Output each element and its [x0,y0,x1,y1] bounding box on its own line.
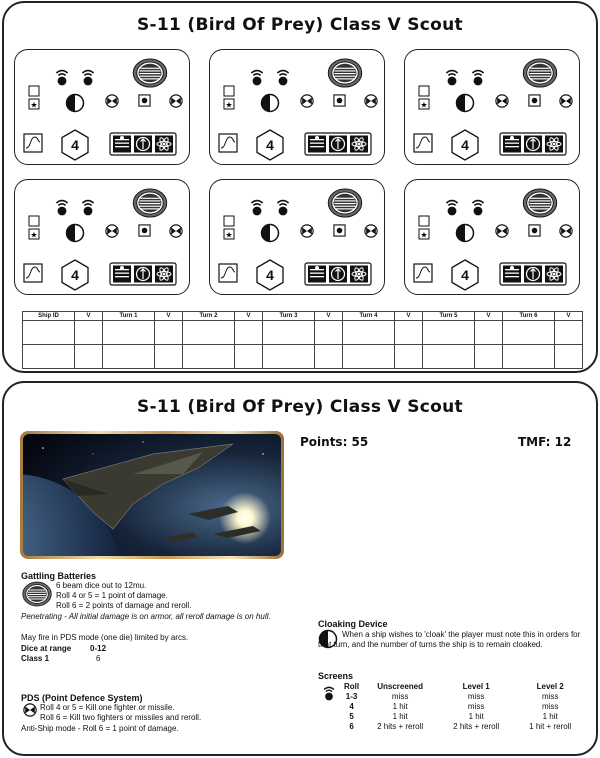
table-header-cell: Turn 6 [503,312,555,321]
table-cell[interactable] [343,321,395,345]
turn-tracking-table [22,311,583,369]
screens-cell: 1-3 [345,691,358,701]
gattling-icon [22,581,52,607]
table-cell[interactable] [423,345,475,369]
table-cell[interactable] [503,345,555,369]
gattling-pds-mode: May fire in PDS mode (one die) limited by arcs. [21,633,189,642]
thrust-value: 4 [266,267,274,283]
pds-icon [496,225,508,237]
shield-icon [328,189,362,217]
screen-icon [322,685,336,701]
pds-icon [560,95,572,107]
table-row [23,345,583,369]
screens-title: Screens [318,671,354,681]
pds-icon [301,95,313,107]
screens-cell: 1 hit + reroll [529,721,572,731]
table-cell[interactable] [23,345,75,369]
half-circle-icon [457,95,474,112]
table-cell[interactable] [503,321,555,345]
ship-card-4 [14,179,190,295]
reference-title: S-11 (Bird Of Prey) Class V Scout [137,397,463,417]
screen-icon [251,71,262,86]
pds-icon [560,225,572,237]
screen-icon [277,71,288,86]
half-circle-icon [457,225,474,242]
points-value: Points: 55 [300,435,369,449]
screen-icon [56,71,67,86]
screens-header-cell: Level 2 [536,681,564,691]
table-cell[interactable] [395,345,423,369]
table-header-cell: Turn 5 [423,312,475,321]
ship-image [20,431,284,559]
damage-box-icon [334,95,345,106]
pds-icon [106,95,118,107]
half-circle-icon [262,95,279,112]
table-cell[interactable] [555,345,583,369]
screens-cell: 1 hit [392,711,408,721]
pds-icon [496,95,508,107]
damage-box-icon [29,86,39,96]
table-cell[interactable] [423,321,475,345]
cloak-text: When a ship wishes to 'cloak' the player must note this in orders for that turn, and the number of turns the ship is to remain cloaked. [318,630,581,649]
ship-card-2 [209,49,385,165]
thrust-value: 4 [71,267,79,283]
ship-card-1 [14,49,190,165]
screens-cell: 1 hit [542,711,558,721]
table-cell[interactable] [183,321,235,345]
screen-icon [446,71,457,86]
sheet-title: S-11 (Bird Of Prey) Class V Scout [137,15,463,35]
table-header-cell: V [395,312,423,321]
table-header-cell: Turn 1 [103,312,155,321]
table-header-cell: Ship ID [23,312,75,321]
pds-title: PDS (Point Defence System) [21,693,143,703]
table-cell[interactable] [183,345,235,369]
pds-line-1: Roll 4 or 5 = Kill one fighter or missile. [40,703,175,712]
table-cell[interactable] [475,321,503,345]
range-label: Dice at range [21,644,72,653]
damage-box-icon [139,225,150,236]
screens-header-cell: Level 1 [462,681,490,691]
screens-cell: 6 [349,721,354,731]
pds-line-3: Anti-Ship mode - Roll 6 = 1 point of damage. [21,724,179,733]
table-header-cell: V [75,312,103,321]
screen-icon [472,71,483,86]
table-cell[interactable] [315,345,343,369]
pds-icon [106,225,118,237]
screens-cell: miss [541,701,559,711]
table-row [340,701,575,711]
table-cell[interactable] [75,321,103,345]
thrust-value: 4 [461,267,469,283]
damage-box-icon [224,86,234,96]
wave-icon [219,134,237,152]
screens-header-row [340,681,575,691]
table-cell[interactable] [343,345,395,369]
table-cell[interactable] [263,345,315,369]
damage-box-icon [419,216,429,226]
screen-icon [82,201,93,216]
class-value: 6 [96,654,101,663]
screens-table [340,681,575,731]
table-cell[interactable] [475,345,503,369]
table-header-row [23,312,583,321]
table-cell[interactable] [103,321,155,345]
shield-icon [133,189,167,217]
svg-text:★: ★ [225,100,233,110]
screens-cell: miss [391,691,409,701]
shield-icon [328,59,362,87]
screens-cell: 4 [349,701,354,711]
table-cell[interactable] [263,321,315,345]
svg-text:★: ★ [30,100,38,110]
screens-cell: miss [467,701,485,711]
table-row [23,321,583,345]
screens-cell: 2 hits + reroll [453,721,500,731]
table-header-cell: Turn 2 [183,312,235,321]
pds-icon [301,225,313,237]
table-header-cell: Turn 4 [343,312,395,321]
ship-record-sheet [2,1,598,373]
gattling-line-3: Roll 6 = 2 points of damage and reroll. [56,601,192,610]
shield-icon [523,189,557,217]
tmf-value: TMF: 12 [518,435,572,449]
damage-box-icon [334,225,345,236]
pds-icon [365,95,377,107]
screen-icon [472,201,483,216]
screens-cell: 1 hit [468,711,484,721]
screens-cell: 1 hit [392,701,408,711]
table-cell[interactable] [235,345,263,369]
table-header-cell: V [555,312,583,321]
half-circle-icon [67,95,84,112]
table-header-cell: V [315,312,343,321]
pds-icon [170,95,182,107]
damage-box-icon [419,86,429,96]
svg-text:★: ★ [30,230,38,240]
table-cell[interactable] [155,321,183,345]
screen-icon [82,71,93,86]
table-cell[interactable] [103,345,155,369]
wave-icon [414,264,432,282]
damage-box-icon [224,216,234,226]
pds-icon [170,225,182,237]
screens-cell: miss [541,691,559,701]
bird-of-prey-illustration [23,434,281,556]
gattling-line-2: Roll 4 or 5 = 1 point of damage. [56,591,168,600]
class-label: Class 1 [21,654,50,663]
screen-icon [251,201,262,216]
table-row [340,691,575,701]
screens-header-cell: Roll [344,681,360,691]
cloak-title: Cloaking Device [318,619,388,629]
shield-icon [133,59,167,87]
pds-line-2: Roll 6 = Kill two fighters or missiles and reroll. [40,713,202,722]
screen-icon [446,201,457,216]
table-header-cell: V [235,312,263,321]
screens-cell: 2 hits + reroll [377,721,424,731]
shield-icon [523,59,557,87]
damage-box-icon [139,95,150,106]
wave-icon [24,134,42,152]
wave-icon [219,264,237,282]
table-cell[interactable] [315,321,343,345]
thrust-value: 4 [71,137,79,153]
gattling-line-1: 6 beam dice out to 12mu. [56,581,147,590]
table-header-cell: V [475,312,503,321]
table-row [340,711,575,721]
wave-icon [24,264,42,282]
table-cell[interactable] [395,321,423,345]
screens-cell: miss [467,691,485,701]
screens-header-cell: Unscreened [377,681,424,691]
pds-icon [365,225,377,237]
half-circle-icon [262,225,279,242]
table-cell[interactable] [155,345,183,369]
ship-reference-card [2,381,598,756]
screens-cell: 5 [349,711,354,721]
damage-box-icon [529,95,540,106]
pds-icon [23,703,37,717]
ship-card-3 [404,49,580,165]
damage-box-icon [29,216,39,226]
svg-text:★: ★ [420,230,428,240]
damage-box-icon [529,225,540,236]
thrust-value: 4 [461,137,469,153]
svg-text:★: ★ [420,100,428,110]
gattling-title: Gattling Batteries [21,571,97,581]
table-cell[interactable] [75,345,103,369]
table-row [340,721,575,731]
range-value: 0-12 [90,644,107,653]
wave-icon [414,134,432,152]
screen-icon [56,201,67,216]
table-cell[interactable] [235,321,263,345]
table-cell[interactable] [555,321,583,345]
table-header-cell: V [155,312,183,321]
ship-card-6 [404,179,580,295]
svg-text:★: ★ [225,230,233,240]
screen-icon [277,201,288,216]
ship-card-5 [209,179,385,295]
table-header-cell: Turn 3 [263,312,315,321]
table-cell[interactable] [23,321,75,345]
half-circle-icon [67,225,84,242]
thrust-value: 4 [266,137,274,153]
gattling-penetrating: Penetrating - All initial damage is on armor, all reroll damage is on hull. [21,612,271,621]
